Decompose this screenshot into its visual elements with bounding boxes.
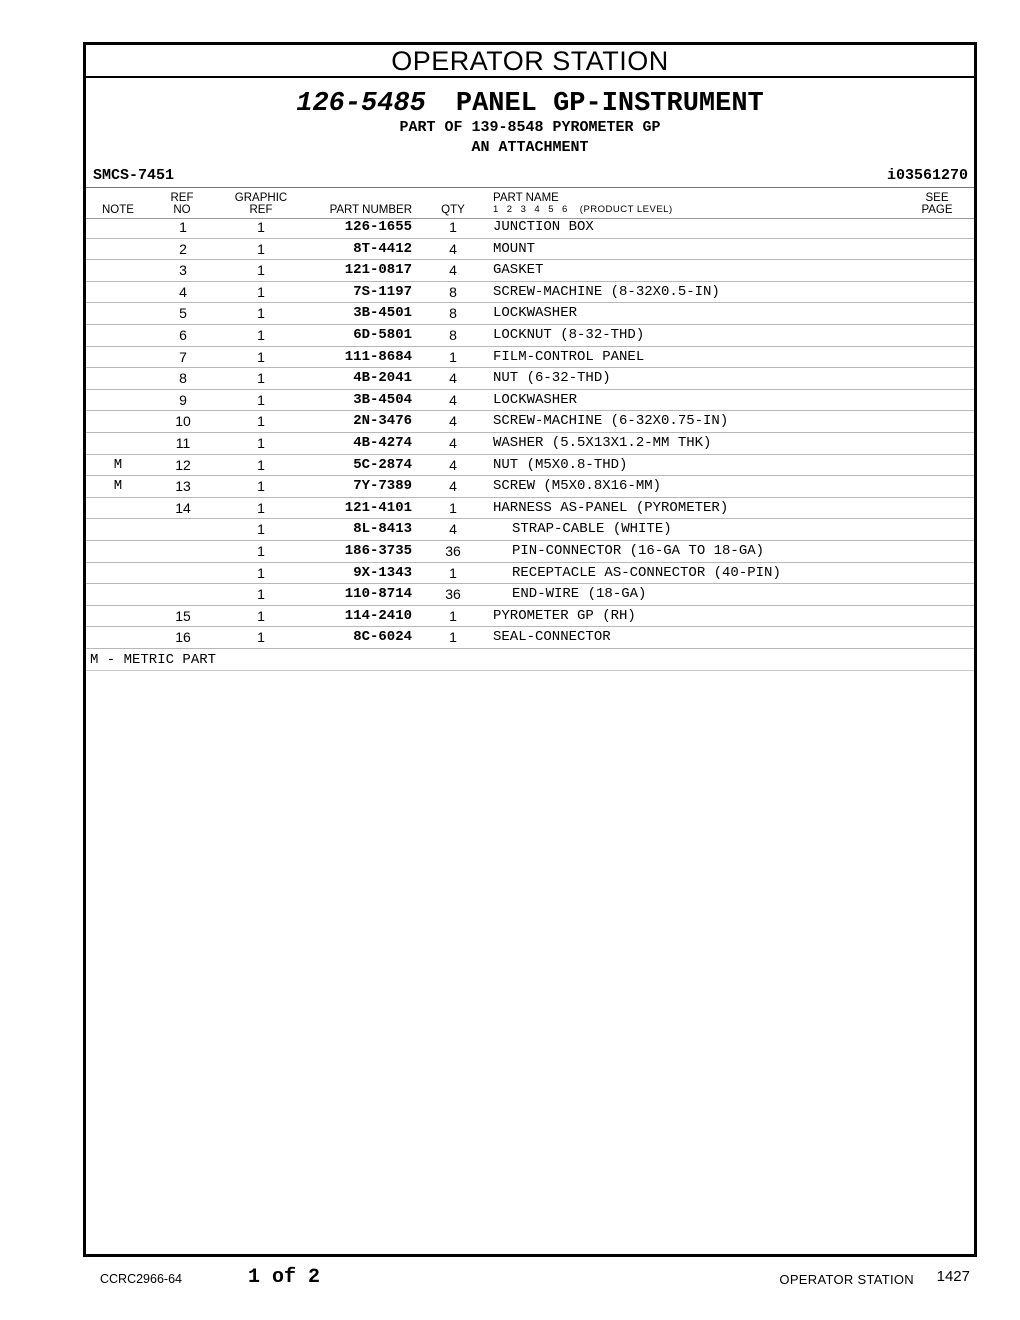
part-name-cell: LOCKWASHER [493,305,578,322]
qty-cell: 1 [449,607,457,624]
ref-no-cell: 14 [175,499,191,516]
parts-page-frame [83,42,977,1257]
graphic-ref-cell: 1 [257,348,265,365]
part-number-cell: 2N-3476 [353,413,412,430]
footer-page-count: 1 of 2 [248,1266,321,1289]
part-name-cell: STRAP-CABLE (WHITE) [512,521,672,538]
part-name-cell: SEAL-CONNECTOR [493,629,611,646]
part-number-cell: 7Y-7389 [353,478,412,495]
qty-cell: 1 [449,499,457,516]
table-row [86,325,974,347]
graphic-ref-cell: 1 [257,305,265,322]
header-part-name: PART NAME 1 2 3 4 5 6 (PRODUCT LEVEL) [493,192,681,216]
part-number-cell: 8T-4412 [353,240,412,257]
smcs-code: SMCS-7451 [93,167,175,184]
qty-cell: 1 [449,348,457,365]
graphic-ref-cell: 1 [257,240,265,257]
attachment-line: AN ATTACHMENT [471,139,589,156]
note-cell: M [113,478,123,495]
qty-cell: 4 [449,391,457,408]
part-number-cell: 7S-1197 [353,283,412,300]
part-number-cell: 110-8714 [344,586,412,603]
part-name-cell: LOCKWASHER [493,391,578,408]
illustration-reference: i03561270 [886,167,968,184]
part-name-cell: RECEPTACLE AS-CONNECTOR (40-PIN) [512,564,781,581]
graphic-ref-cell: 1 [257,586,265,603]
ref-no-cell: 4 [179,283,187,300]
graphic-ref-cell: 1 [257,542,265,559]
qty-cell: 4 [449,262,457,279]
part-name-cell: HARNESS AS-PANEL (PYROMETER) [493,499,729,516]
group-name: PANEL GP-INSTRUMENT [455,89,764,119]
table-row [86,239,974,261]
qty-cell: 8 [449,305,457,322]
ref-no-cell: 13 [175,478,191,495]
ref-no-cell: 5 [179,305,187,322]
part-number-cell: 186-3735 [344,542,412,559]
ref-no-cell: 3 [179,262,187,279]
qty-cell: 4 [449,456,457,473]
qty-cell: 8 [449,326,457,343]
footer-page-number: 1427 [936,1268,970,1285]
qty-cell: 4 [449,434,457,451]
header-product-levels: 1 2 3 4 5 6 (PRODUCT LEVEL) [493,204,673,215]
table-row [86,260,974,282]
part-number-cell: 6D-5801 [353,326,412,343]
note-cell: M [113,456,123,473]
table-row [86,347,974,369]
qty-cell: 4 [449,240,457,257]
graphic-ref-cell: 1 [257,499,265,516]
part-number-cell: 4B-4274 [353,434,412,451]
graphic-ref-cell: 1 [257,283,265,300]
qty-cell: 4 [449,478,457,495]
part-number-cell: 121-4101 [344,499,412,516]
part-name-cell: END-WIRE (18-GA) [512,586,647,603]
qty-cell: 1 [449,629,457,646]
footer-section-name: OPERATOR STATION [779,1272,914,1287]
part-name-cell: PIN-CONNECTOR (16-GA TO 18-GA) [512,542,765,559]
part-number-cell: 5C-2874 [353,456,412,473]
qty-cell: 1 [449,219,457,235]
graphic-ref-cell: 1 [257,478,265,495]
part-of-line: PART OF 139-8548 PYROMETER GP [399,119,661,136]
part-name-cell: WASHER (5.5X13X1.2-MM THK) [493,434,712,451]
table-header [86,187,974,219]
part-number-cell: 121-0817 [344,262,412,279]
graphic-ref-cell: 1 [257,629,265,646]
header-ref-no: REF NO [170,192,194,216]
graphic-ref-cell: 1 [257,434,265,451]
metric-part-footnote: M - METRIC PART [90,651,217,668]
qty-cell: 36 [445,542,461,559]
part-name-cell: MOUNT [493,240,536,257]
graphic-ref-cell: 1 [257,326,265,343]
ref-no-cell: 6 [179,326,187,343]
table-row [86,217,974,239]
parts-table-body [86,217,974,671]
ref-no-cell: 2 [179,240,187,257]
ref-no-cell: 1 [179,219,187,235]
table-row [86,541,974,563]
ref-no-cell: 16 [175,629,191,646]
group-title [86,89,974,119]
graphic-ref-cell: 1 [257,607,265,624]
part-number-cell: 8C-6024 [353,629,412,646]
graphic-ref-cell: 1 [257,456,265,473]
table-row [86,303,974,325]
qty-cell: 4 [449,370,457,387]
footnote-row [86,649,974,671]
part-number-cell: 3B-4501 [353,305,412,322]
part-name-cell: PYROMETER GP (RH) [493,607,636,624]
graphic-ref-cell: 1 [257,521,265,538]
part-name-cell: GASKET [493,262,544,279]
part-name-cell: LOCKNUT (8-32-THD) [493,326,645,343]
header-note: NOTE [102,204,134,216]
part-name-cell: NUT (M5X0.8-THD) [493,456,628,473]
group-part-number: 126-5485 [296,89,426,119]
part-number-cell: 126-1655 [344,219,412,235]
section-title: OPERATOR STATION [86,45,974,78]
graphic-ref-cell: 1 [257,564,265,581]
graphic-ref-cell: 1 [257,219,265,235]
header-graphic-ref: GRAPHIC REF [234,192,288,216]
table-row [86,455,974,477]
part-number-cell: 8L-8413 [353,521,412,538]
header-part-number: PART NUMBER [329,204,412,216]
ref-no-cell: 15 [175,607,191,624]
part-name-cell: SCREW-MACHINE (6-32X0.75-IN) [493,413,729,430]
part-name-cell: SCREW (M5X0.8X16-MM) [493,478,662,495]
part-name-cell: SCREW-MACHINE (8-32X0.5-IN) [493,283,720,300]
footer-document-code: CCRC2966-64 [100,1272,182,1286]
table-row [86,433,974,455]
table-row [86,627,974,649]
part-number-cell: 4B-2041 [353,370,412,387]
part-number-cell: 114-2410 [344,607,412,624]
ref-no-cell: 9 [179,391,187,408]
graphic-ref-cell: 1 [257,413,265,430]
table-row [86,368,974,390]
graphic-ref-cell: 1 [257,370,265,387]
qty-cell: 8 [449,283,457,300]
graphic-ref-cell: 1 [257,262,265,279]
table-row [86,606,974,628]
header-qty: QTY [441,204,465,216]
qty-cell: 4 [449,413,457,430]
table-row [86,519,974,541]
table-row [86,584,974,606]
table-row [86,563,974,585]
part-name-cell: JUNCTION BOX [493,219,594,235]
part-number-cell: 9X-1343 [353,564,412,581]
ref-no-cell: 11 [175,434,191,451]
part-number-cell: 111-8684 [344,348,412,365]
qty-cell: 4 [449,521,457,538]
table-row [86,411,974,433]
table-row [86,390,974,412]
ref-no-cell: 12 [175,456,191,473]
table-row [86,476,974,498]
table-row [86,498,974,520]
part-name-cell: NUT (6-32-THD) [493,370,611,387]
ref-no-cell: 8 [179,370,187,387]
ref-no-cell: 10 [175,413,191,430]
qty-cell: 1 [449,564,457,581]
ref-no-cell: 7 [179,348,187,365]
table-row [86,282,974,304]
graphic-ref-cell: 1 [257,391,265,408]
qty-cell: 36 [445,586,461,603]
header-see-page: SEE PAGE [921,192,953,216]
part-number-cell: 3B-4504 [353,391,412,408]
part-name-cell: FILM-CONTROL PANEL [493,348,645,365]
